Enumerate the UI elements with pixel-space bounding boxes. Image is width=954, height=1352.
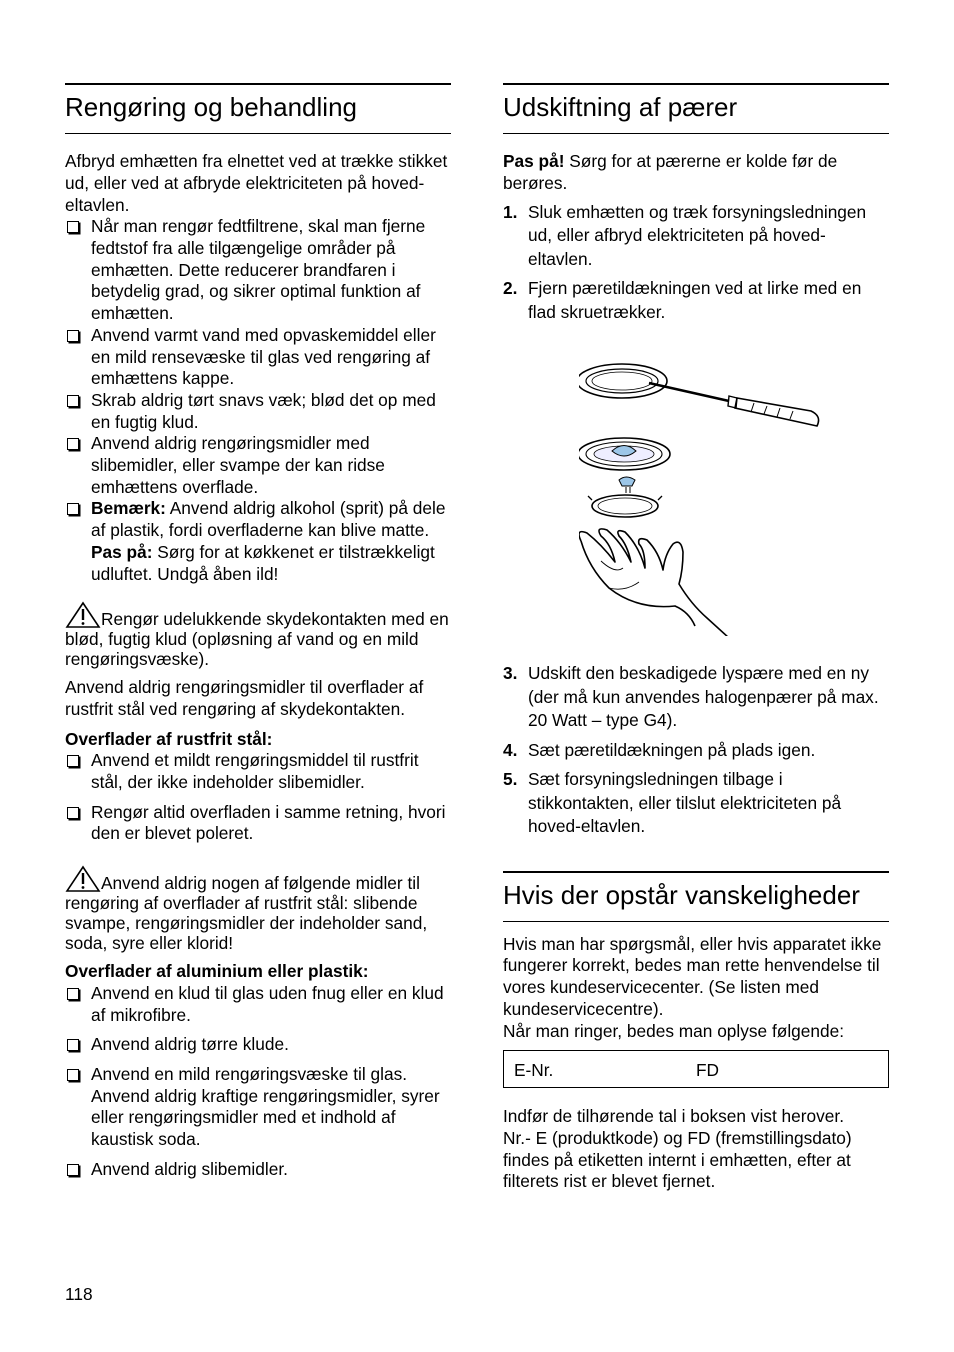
- warning-text: Anvend aldrig nogen af følgende midler til rengøring af overflader af rustfrit stål: slibende svampe, rengøringsmidler der indeholder sand, soda, syre eller klorid!: [65, 873, 428, 954]
- left-column: [65, 83, 451, 1181]
- fd-label: FD: [696, 1060, 720, 1081]
- caution-label: Pas på!: [503, 151, 565, 172]
- list-item: Anvend aldrig rengøringsmidler med slibemidler, eller svampe der kan ridse emhættens overflade.: [65, 433, 451, 498]
- section-heading-cleaning: Rengøring og behandling: [65, 83, 451, 134]
- note-label: Bemærk:: [91, 498, 166, 519]
- list-item: Anvend en klud til glas uden fnug eller en klud af mikrofibre.: [65, 983, 451, 1026]
- list-item: Anvend aldrig slibemidler.: [65, 1159, 451, 1181]
- warning-text: Rengør udelukkende skydekontakten med en blød, fugtig klud (opløsning af vand og en mild rengøringsvæske).: [65, 609, 449, 670]
- list-item-note: [65, 498, 451, 585]
- steel-heading: Overflader af rustfrit stål:: [65, 728, 273, 749]
- list-item: Skrab aldrig tørt snavs væk; blød det op med en fugtig klud.: [65, 390, 451, 433]
- bulb-caution: [503, 151, 889, 194]
- bulb-replacement-illustration: [579, 356, 829, 636]
- page-number: 118: [65, 1284, 93, 1304]
- note-text: Anvend aldrig alkohol (sprit) på dele af plastik, fordi overfladerne kan blive matte.: [91, 498, 446, 541]
- trouble-paragraph: Hvis man har spørgsmål, eller hvis apparatet ikke fungerer korrekt, bedes man rette henvendelse til vores kundeservicecenter. (Se listen med kundeservicecentre).: [503, 933, 882, 1019]
- step-item: 2. Fjern pæretildækningen ved at lirke med en flad skruetrækker.: [503, 278, 862, 322]
- warning-block-switch: [65, 601, 451, 669]
- warning-triangle-icon: [65, 601, 101, 629]
- list-item: Anvend et mildt rengøringsmiddel til rustfrit stål, der ikke indeholder slibemidler.: [65, 750, 451, 793]
- warning-triangle-icon: [65, 865, 101, 893]
- enr-label: E-Nr.: [514, 1060, 554, 1081]
- caution-label: Pas på:: [91, 541, 153, 562]
- section-heading-troubleshooting: Hvis der opstår vanskeligheder: [503, 871, 889, 922]
- box-instruction: Indfør de tilhørende tal i boksen vist herover.: [503, 1106, 844, 1127]
- list-item: Anvend aldrig tørre klude.: [65, 1034, 451, 1056]
- aluminium-list: [65, 983, 451, 1181]
- list-item: Når man rengør fedtfiltrene, skal man fjerne fedtstof fra alle tilgængelige områder på emhætten. Dette reducerer brandfaren i betydelig grad, og sikrer optimal funktion af emhætten.: [65, 216, 451, 325]
- cleaning-list: [65, 216, 451, 585]
- list-item: Rengør altid overfladen i samme retning, hvori den er blevet poleret.: [65, 802, 451, 845]
- caution-text: Sørg for at pærerne er kolde før de berøres.: [503, 151, 838, 193]
- section-heading-bulbs: Udskiftning af pærer: [503, 83, 889, 134]
- steel-switch-paragraph: Anvend aldrig rengøringsmidler til overflader af rustfrit stål ved rengøring af skydekontakten.: [65, 677, 424, 719]
- bulb-steps-2: [503, 662, 889, 839]
- list-item: Anvend en mild rengøringsvæske til glas. Anvend aldrig kraftige rengøringsmidler, syrer eller rengøringsmidler med et indhold af kaustisk soda.: [65, 1064, 451, 1151]
- step-item: 1. Sluk emhætten og træk forsyningsledningen ud, eller afbryd elektriciteten på hoved-eltavlen.: [503, 201, 867, 269]
- step-item: 5. Sæt forsyningsledningen tilbage i stikkontakten, eller tilslut elektriciteten på hoved-eltavlen.: [503, 769, 842, 837]
- step-item: 3. Udskift den beskadigede lyspære med en ny (der må kun anvendes halogenpærer på max. 20 Watt – type G4).: [503, 663, 879, 731]
- warning-block-steel: [65, 865, 451, 953]
- steel-list: [65, 750, 451, 845]
- trouble-paragraph-2: Når man ringer, bedes man oplyse følgende:: [503, 1020, 845, 1041]
- list-item: Anvend varmt vand med opvaskemiddel eller en mild rensevæske til glas ved rengøring af emhættens kappe.: [65, 325, 451, 390]
- right-column: [503, 83, 889, 1193]
- caution-text: Sørg for at køkkenet er tilstrækkeligt udluftet. Undgå åben ild!: [91, 541, 435, 584]
- enr-fd-box: [503, 1050, 889, 1088]
- aluminium-heading: Overflader af aluminium eller plastik:: [65, 961, 369, 982]
- label-location: Nr.- E (produktkode) og FD (fremstillingsdato) findes på etiketten internt i emhætten, efter at filterets rist er blevet fjernet.: [503, 1128, 852, 1192]
- intro-paragraph: Afbryd emhætten fra elnettet ved at trække stikket ud, eller ved at afbryde elektriciteten på hoved-eltavlen.: [65, 151, 448, 215]
- bulb-steps-1: [503, 201, 889, 325]
- step-item: 4. Sæt pæretildækningen på plads igen.: [503, 739, 816, 760]
